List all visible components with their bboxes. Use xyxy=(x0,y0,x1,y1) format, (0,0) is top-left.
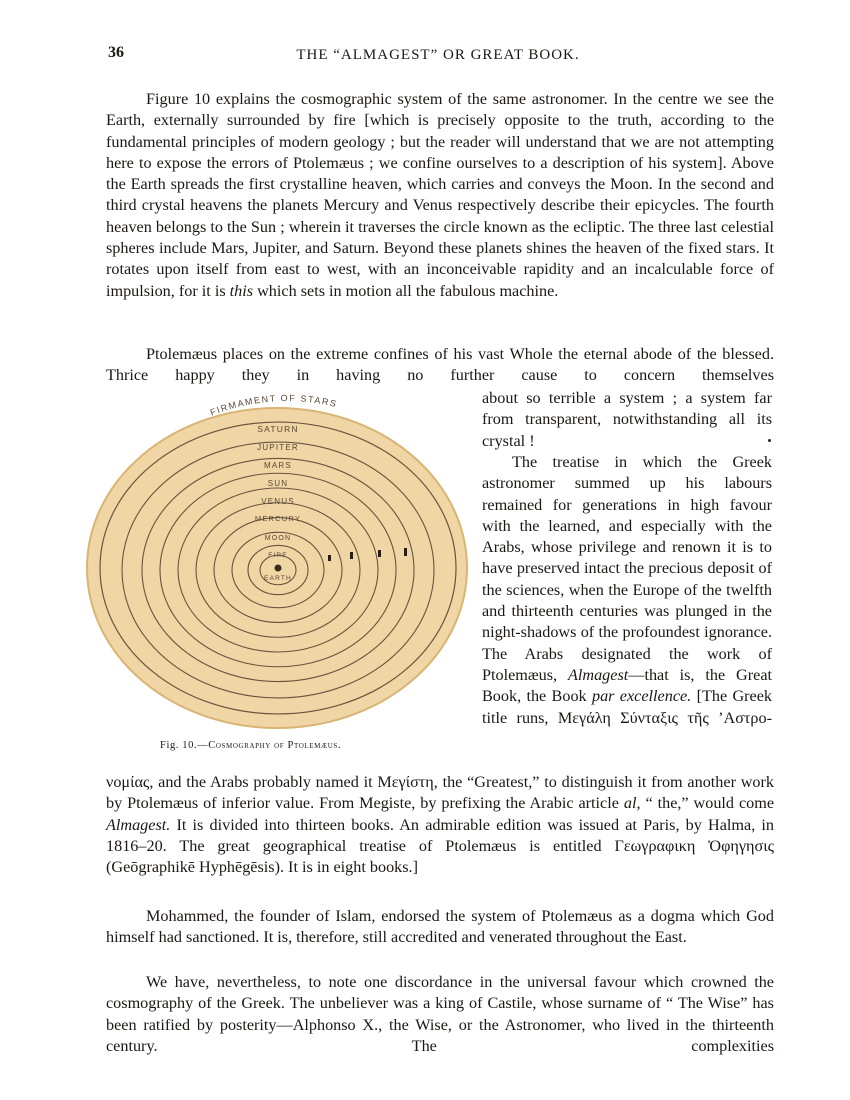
paragraph-5-text: We have, nevertheless, to note one discordance in the universal favour which crowned the cosmography of the Greek. The unbeliever was a king of Castile, whose surname of “ The Wise” has been ratified by posterity—Alphonso X., the Wise, or the Astronomer, who lived in the thirteenth century. The complexities xyxy=(106,973,774,1055)
paragraph-3-text-b: —that is, the Great Book, the Book xyxy=(482,665,773,706)
paragraph-1-text: Figure 10 explains the cosmographic system of the same astronomer. In the centre we see the Earth, externally surrounded by fire [which is precisely opposite to the truth, according to the fundamental principles of modern geology ; but the reader will understand that we are not attempting here to expose the errors of Ptolemæus ; we confine ourselves to a description of his system]. Above the Earth spreads the first crystalline heaven, which carries and conveys the Moon. In the second and third crystal heavens the planets Mercury and Venus respectively describe their epicycles. The fourth heaven belongs to the Sun ; wherein it traverses the circle known as the ecliptic. The three last celestial spheres include Mars, Jupiter, and Saturn. Beyond these planets shines the heaven of the fixed stars. It rotates upon itself from east to west, with an inconceivable rapidity and an incalculable force of impulsion, for it is xyxy=(106,90,774,300)
paragraph-3-side xyxy=(482,452,772,729)
figure-caption xyxy=(160,740,341,751)
paragraph-1 xyxy=(106,89,774,302)
paragraph-3-text-a: The treatise in which the Greek astronomer summed up his labours remained for generations in high favour with the learned, and especially with the Arabs, whose privilege and renown it is to have preserved intact the precious deposit of the sciences, when the Europe of the twelfth and thirteenth centuries was plunged in the night-shadows of the profoundest ignorance. The Arabs designated the work of Ptolemæus, xyxy=(482,453,772,684)
planet-marker-3 xyxy=(378,550,381,557)
paragraph-2-full xyxy=(106,344,774,387)
paragraph-3-full-text-a: νομίας, and the Arabs probably named it Μεγίστη, the “Greatest,” to distinguish it from another work by Ptolemæus of inferior value. From Megiste, by prefixing the Arabic article xyxy=(106,773,774,813)
page-number: 36 xyxy=(108,44,124,61)
figure-caption-number: Fig. 10.— xyxy=(160,740,209,751)
paragraph-2-side-text: about so terrible a system ; a system far from transparent, notwithstanding all its crystal ! xyxy=(482,389,772,450)
figure-caption-text: Cosmography of Ptolemæus. xyxy=(208,740,342,751)
paragraph-4-text: Mohammed, the founder of Islam, endorsed the system of Ptolemæus as a dogma which God himself had sanctioned. It is, therefore, still accredited and venerated throughout the East. xyxy=(106,907,774,947)
ring-label-saturn: SATURN xyxy=(257,424,299,434)
ring-label-moon: MOON xyxy=(264,535,292,542)
ring-label-mercury: MERCURY xyxy=(254,514,302,523)
paragraph-3-full-text-b: “ the,” would come xyxy=(645,794,775,813)
paragraph-3-full xyxy=(106,772,774,878)
cosmography-diagram xyxy=(82,390,472,730)
paragraph-3-full-text-c: It is divided into thirteen books. An admirable edition was issued at Paris, by Halma, in 1816–20. The great geographical treatise of Ptolemæus is entitled Γεωγραφικη Ὁφηγησις (Geōgraphikē Hyphēgēsis). It is in eight books.] xyxy=(106,815,775,877)
earth-center-dot xyxy=(275,565,282,572)
paragraph-1-end: which sets in motion all the fabulous machine. xyxy=(257,281,559,300)
cosmography-figure xyxy=(82,390,472,730)
page-header xyxy=(104,44,772,70)
running-title: THE “ALMAGEST” OR GREAT BOOK. xyxy=(296,47,580,63)
planet-marker-4 xyxy=(404,548,407,556)
planet-marker-2 xyxy=(350,552,353,559)
stray-dot-mark xyxy=(768,439,771,442)
paragraph-4 xyxy=(106,906,774,949)
ring-label-fire: FIRE xyxy=(268,552,288,559)
emphasis-almagest-2: Almagest. xyxy=(106,815,171,834)
planet-marker-1 xyxy=(328,555,331,561)
firmament-label: FIRMAMENT OF STARS xyxy=(208,393,339,418)
emphasis-par-excellence: par excellence. xyxy=(591,687,692,706)
paragraph-2-side xyxy=(482,388,772,452)
ring-label-jupiter: JUPITER xyxy=(257,443,299,452)
emphasis-this: this xyxy=(229,281,254,300)
ring-label-venus: VENUS xyxy=(261,497,295,506)
ring-label-sun: SUN xyxy=(267,479,289,488)
paragraph-5 xyxy=(106,972,774,1057)
emphasis-almagest: Almagest xyxy=(568,665,629,684)
ring-label-mars: MARS xyxy=(264,461,292,470)
emphasis-al: al, xyxy=(623,794,641,813)
paragraph-2-text: Ptolemæus places on the extreme confines of his vast Whole the eternal abode of the blessed. Thrice happy they in having no further cause to concern themselves xyxy=(106,345,774,385)
paragraph-3-text-c: [The Greek title runs, Μεγάλη Σύνταξις τῆς ’Αστρο- xyxy=(482,687,773,727)
ring-label-earth: EARTH xyxy=(264,575,292,582)
